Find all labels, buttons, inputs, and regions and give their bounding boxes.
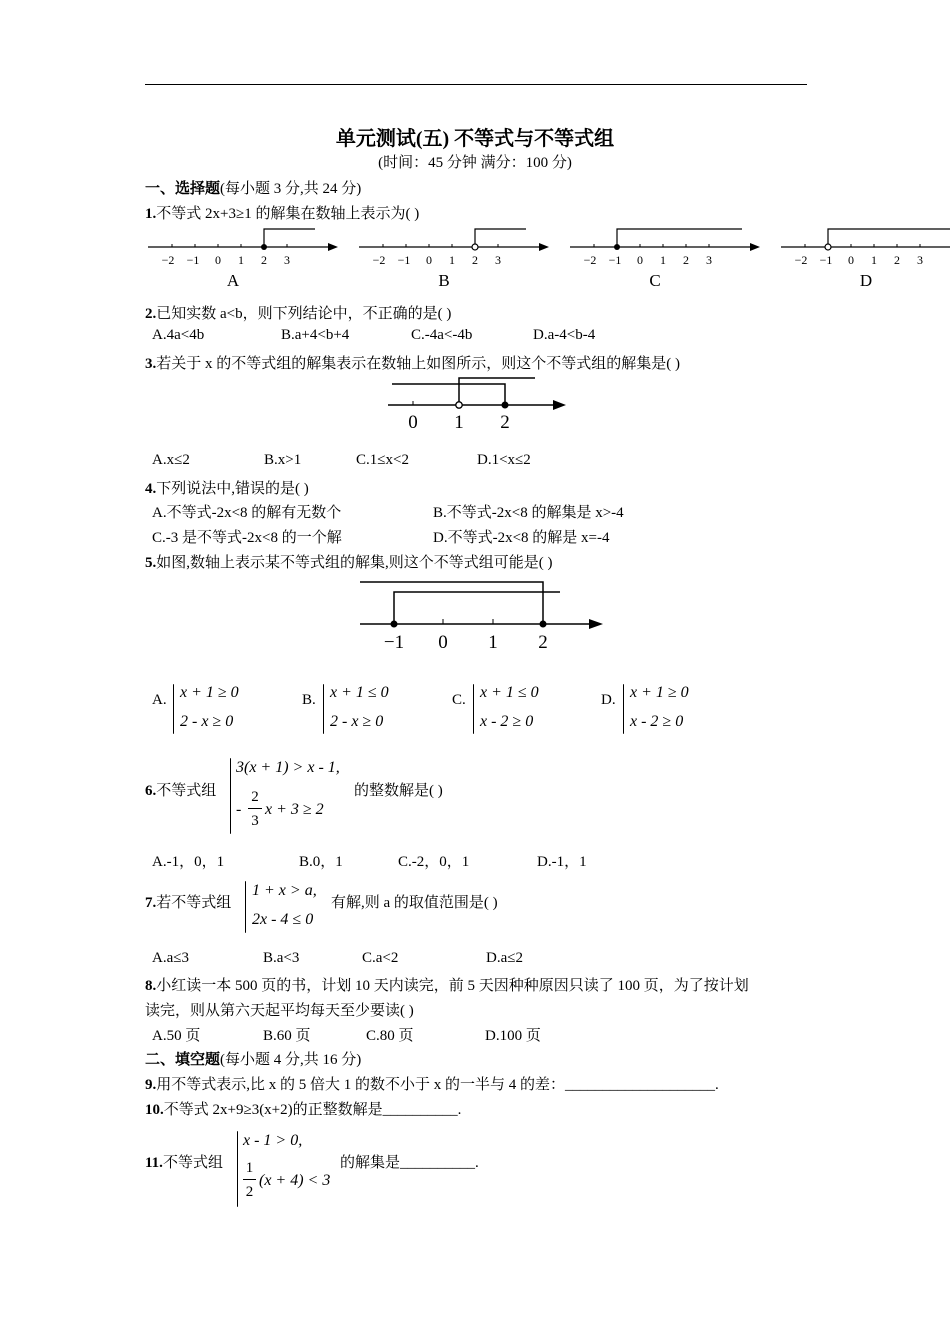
q3-tick-1: 1 (454, 412, 464, 433)
q5-tick-0: 0 (438, 632, 448, 653)
q1-d-tick-2: −1 (819, 253, 833, 267)
q5-tick-neg1: −1 (383, 632, 405, 653)
q5-option-b-label: B. (302, 692, 316, 708)
q6-suffix: 的整数解是( ) (354, 783, 443, 799)
q7-option-c: C.a<2 (362, 950, 399, 966)
q1-a-tick-6: 3 (284, 253, 290, 267)
q3-stem (145, 352, 680, 373)
q6-prefix: 不等式组 (156, 783, 217, 799)
q1-a-tick-4: 1 (238, 253, 244, 267)
q1-a-tick-3: 0 (215, 253, 221, 267)
q6-frac-den: 3 (251, 813, 259, 829)
q6-stem-prefix (145, 779, 216, 800)
q2-option-d: D.a-4<b-4 (533, 327, 596, 343)
q10-number: 10. (145, 1102, 164, 1118)
q1-b-tick-5: 2 (472, 253, 478, 267)
q5-option-a-line2: 2 - x ≥ 0 (180, 713, 234, 730)
q11-prefix: 不等式组 (162, 1155, 223, 1171)
q1-b-tick-3: 0 (426, 253, 432, 267)
q1-d-tick-3: 0 (848, 253, 854, 267)
q6-option-b: B.0，1 (299, 854, 343, 870)
q11-number: 11. (145, 1155, 163, 1171)
q1-a-tick-5: 2 (261, 253, 267, 267)
q8-stem-line2: 读完，则从第六天起平均每天至少要读( ) (145, 1003, 414, 1019)
q11-stem-prefix (145, 1151, 223, 1172)
q3-option-c: C.1≤x<2 (356, 452, 409, 468)
q5-number: 5. (145, 555, 157, 571)
q10-text: 不等式 2x+9≥3(x+2)的正整数解是__________. (163, 1102, 462, 1118)
q8-number: 8. (145, 978, 157, 994)
q7-option-d: D.a≤2 (486, 950, 523, 966)
q1-option-c-letter: C (649, 271, 661, 290)
q6-line1: 3(x + 1) > x - 1, (236, 759, 340, 776)
q1-option-d-letter: D (859, 271, 873, 290)
q5-option-d-line1: x + 1 ≥ 0 (630, 684, 689, 701)
section2-label: 二、填空题 (145, 1052, 221, 1068)
q2-stem (145, 302, 451, 323)
section1-note: (每小题 3 分,共 24 分) (220, 181, 362, 197)
q2-option-b: B.a+4<b+4 (281, 327, 350, 343)
q6-line2-rest: x + 3 ≥ 2 (265, 801, 324, 818)
section2-heading (145, 1048, 361, 1069)
q1-b-tick-4: 1 (449, 253, 455, 267)
q9-text: 用不等式表示,比 x 的 5 倍大 1 的数不小于 x 的一半与 4 的差：____________________. (156, 1077, 719, 1093)
q4-number: 4. (145, 481, 157, 497)
q2-option-c: C.-4a<-4b (411, 327, 473, 343)
q3-option-a: A.x≤2 (152, 452, 190, 468)
q1-c-tick-2: −1 (608, 253, 622, 267)
q8-option-c: C.80 页 (366, 1028, 414, 1044)
q6-frac-bar (248, 808, 262, 809)
q1-option-d-number-line (781, 229, 950, 290)
q4-option-a: A.不等式-2x<8 的解有无数个 (152, 505, 342, 521)
q5-option-c-line2: x - 2 ≥ 0 (480, 713, 534, 730)
q3-number: 3. (145, 356, 157, 372)
q7-line1: 1 + x > a, (252, 882, 317, 899)
page-subtitle: (时间：45 分钟 满分：100 分) (378, 155, 572, 171)
q4-option-d: D.不等式-2x<8 的解是 x=-4 (433, 530, 610, 546)
q1-c-tick-5: 2 (683, 253, 689, 267)
q1-option-c-number-line (570, 229, 760, 290)
q1-number: 1. (145, 206, 157, 222)
q4-option-c: C.-3 是不等式-2x<8 的一个解 (152, 530, 342, 546)
q7-number: 7. (145, 895, 157, 911)
q4-text: 下列说法中,错误的是( ) (156, 481, 309, 497)
q8-option-d: D.100 页 (485, 1028, 541, 1044)
q5-text: 如图,数轴上表示某不等式组的解集,则这个不等式组可能是( ) (156, 555, 553, 571)
q5-tick-1: 1 (488, 632, 498, 653)
q7-option-a: A.a≤3 (152, 950, 189, 966)
section1-heading (145, 177, 361, 198)
q6-number: 6. (145, 783, 157, 799)
q3-option-d: D.1<x≤2 (477, 452, 531, 468)
q5-option-d-line2: x - 2 ≥ 0 (630, 713, 684, 730)
q11-frac-num: 1 (245, 1160, 254, 1176)
q4-option-b: B.不等式-2x<8 的解集是 x>-4 (433, 505, 624, 521)
q9-stem (145, 1073, 719, 1094)
q5-option-a-label: A. (152, 692, 167, 708)
page-title: 单元测试(五) 不等式与不等式组 (335, 128, 615, 150)
q1-c-tick-1: −2 (583, 253, 597, 267)
q5-stem (145, 551, 553, 572)
q7-brace (245, 881, 246, 933)
q1-option-b-number-line (359, 229, 549, 290)
q3-text: 若关于 x 的不等式组的解集表示在数轴上如图所示，则这个不等式组的解集是( ) (156, 356, 680, 372)
q1-d-tick-4: 1 (871, 253, 877, 267)
q7-line2: 2x - 4 ≤ 0 (252, 911, 314, 928)
q11-frac-den: 2 (245, 1184, 254, 1200)
q10-stem (145, 1098, 461, 1119)
q11-line1: x - 1 > 0, (243, 1132, 303, 1149)
q1-number-lines (140, 222, 950, 292)
q1-d-tick-5: 2 (894, 253, 900, 267)
q1-c-tick-4: 1 (660, 253, 666, 267)
q11-suffix: 的解集是__________. (340, 1155, 479, 1171)
q7-suffix: 有解,则 a 的取值范围是( ) (331, 895, 498, 911)
q1-a-tick-2: −1 (186, 253, 200, 267)
q4-stem (145, 477, 309, 498)
q1-b-tick-6: 3 (495, 253, 501, 267)
q8-text1: 小红读一本 500 页的书，计划 10 天内读完，前 5 天因种种原因只读了 100 页，为了按计划 (156, 978, 749, 994)
q5-number-line (355, 576, 610, 656)
q3-tick-0: 0 (408, 412, 418, 433)
q7-prefix: 若不等式组 (156, 895, 232, 911)
q11-frac-bar (243, 1179, 256, 1180)
q5-option-b-line2: 2 - x ≥ 0 (330, 713, 384, 730)
q3-number-line (380, 372, 580, 434)
q1-option-a-letter: A (226, 271, 240, 290)
q1-c-tick-6: 3 (706, 253, 712, 267)
q1-d-tick-6: 3 (917, 253, 923, 267)
q8-option-a: A.50 页 (152, 1028, 201, 1044)
q1-b-tick-1: −2 (372, 253, 386, 267)
q5-option-a-line1: x + 1 ≥ 0 (180, 684, 239, 701)
q5-option-c-brace (473, 684, 474, 734)
q2-option-a: A.4a<4b (152, 327, 205, 343)
q11-line2: (x + 4) < 3 (259, 1172, 331, 1189)
q6-option-d: D.-1，1 (537, 854, 587, 870)
q7-stem-prefix (145, 891, 231, 912)
q6-frac-num: 2 (251, 789, 259, 805)
section2-note: (每小题 4 分,共 16 分) (220, 1052, 362, 1068)
q1-b-tick-2: −1 (397, 253, 411, 267)
q6-option-a: A.-1，0，1 (152, 854, 225, 870)
q5-option-a-brace (173, 684, 174, 734)
q5-option-c-line1: x + 1 ≤ 0 (480, 684, 539, 701)
q1-text: 不等式 2x+3≥1 的解集在数轴上表示为( ) (156, 206, 420, 222)
q1-stem (145, 202, 419, 223)
q8-option-b: B.60 页 (263, 1028, 311, 1044)
q6-brace (230, 758, 231, 834)
section1-label: 一、选择题 (145, 181, 221, 197)
q5-option-b-line1: x + 1 ≤ 0 (330, 684, 389, 701)
q1-d-tick-1: −2 (794, 253, 808, 267)
q2-text: 已知实数 a<b，则下列结论中，不正确的是( ) (156, 306, 452, 322)
q1-c-tick-3: 0 (637, 253, 643, 267)
q3-option-b: B.x>1 (264, 452, 302, 468)
top-rule (145, 84, 807, 85)
q5-option-d-label: D. (601, 692, 616, 708)
q5-option-b-brace (323, 684, 324, 734)
q6-option-c: C.-2，0，1 (398, 854, 470, 870)
q5-tick-2: 2 (538, 632, 548, 653)
q11-brace (237, 1131, 238, 1207)
q9-number: 9. (145, 1077, 157, 1093)
q7-option-b: B.a<3 (263, 950, 300, 966)
q6-line2-sign: - (236, 801, 242, 818)
q5-option-c-label: C. (452, 692, 466, 708)
q2-number: 2. (145, 306, 157, 322)
q1-option-a-number-line (148, 229, 338, 290)
q5-option-d-brace (623, 684, 624, 734)
q1-a-tick-1: −2 (161, 253, 175, 267)
q8-stem-line1 (145, 974, 749, 995)
q3-tick-2: 2 (500, 412, 510, 433)
q1-option-b-letter: B (438, 271, 450, 290)
